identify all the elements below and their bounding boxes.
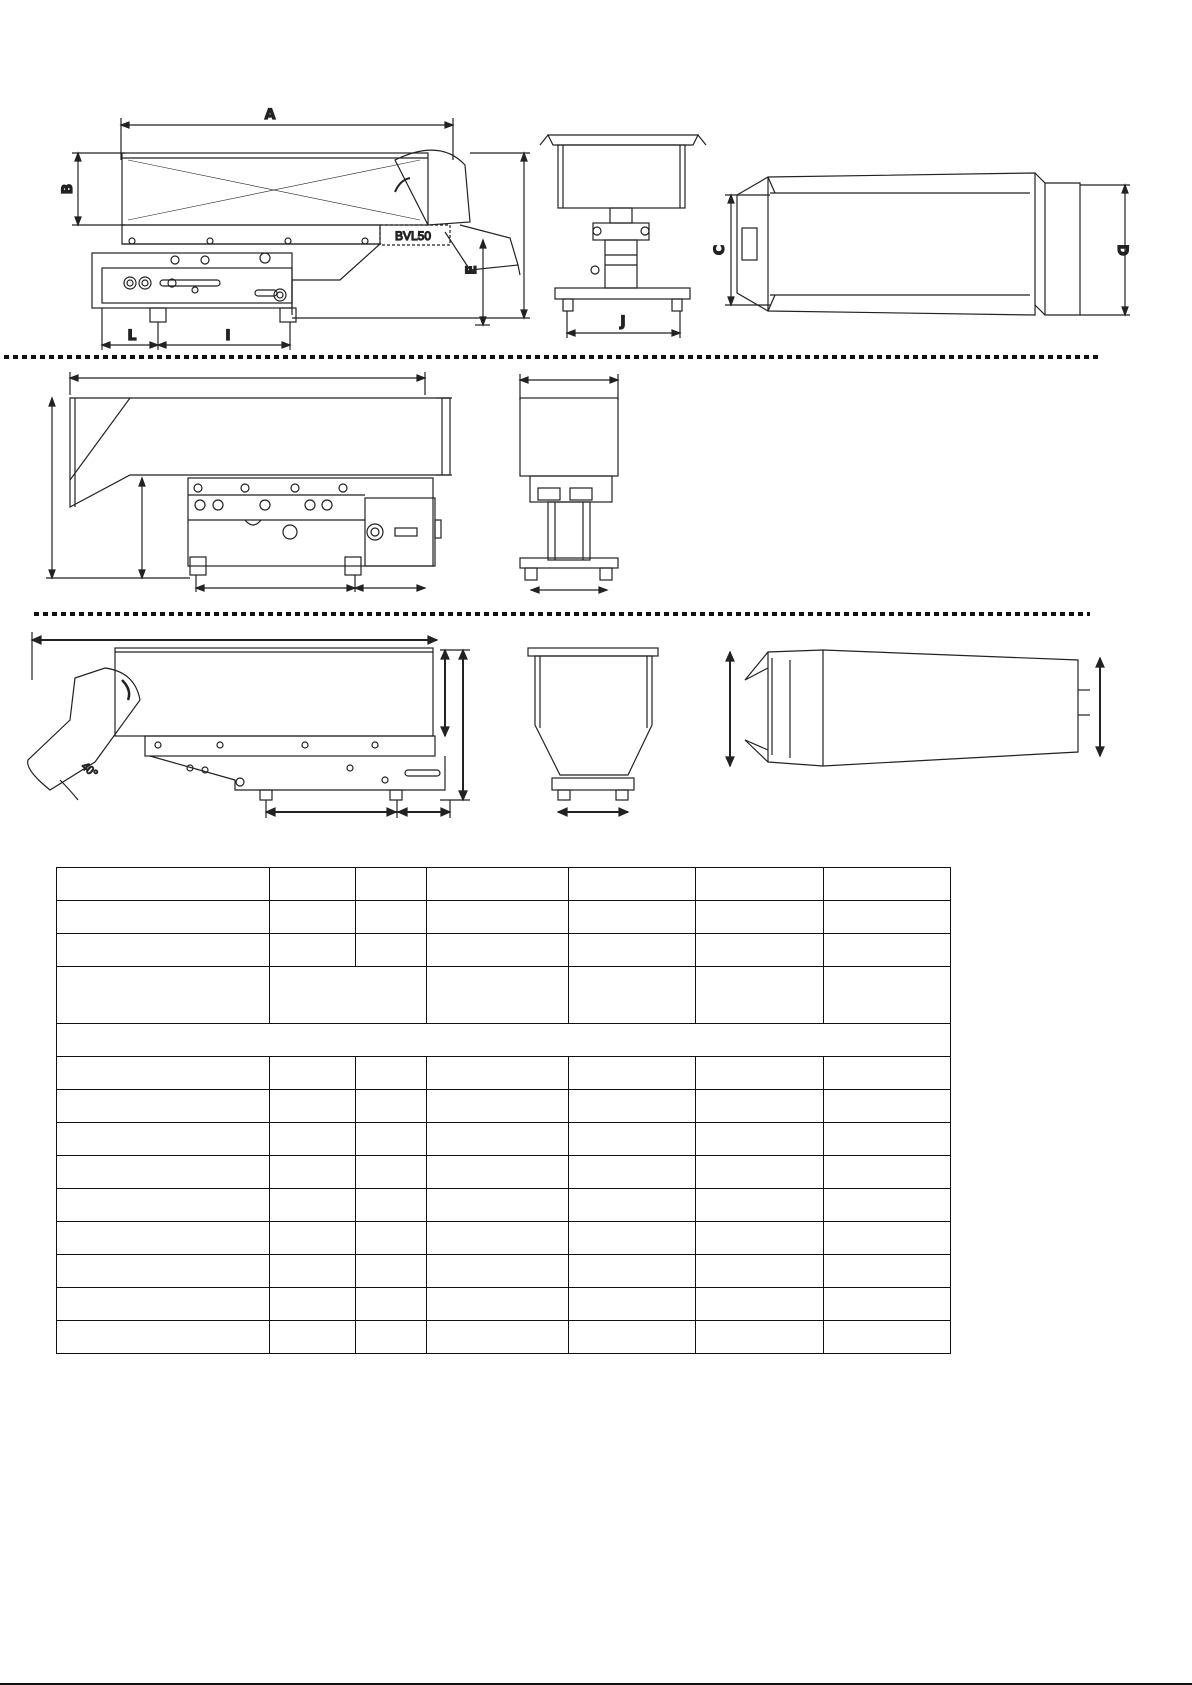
table-row bbox=[57, 1255, 951, 1288]
dim-label-c: C bbox=[712, 244, 728, 256]
model-tag: BVL50 bbox=[395, 229, 432, 243]
table-row bbox=[57, 1024, 951, 1057]
trough-body bbox=[115, 648, 433, 736]
hopper-outlet bbox=[395, 150, 470, 225]
table-row bbox=[57, 1156, 951, 1189]
table-row bbox=[57, 1189, 951, 1222]
row1-side-view bbox=[60, 107, 530, 350]
table-row bbox=[57, 1057, 951, 1090]
row3-top-view bbox=[726, 650, 1104, 766]
trough-body bbox=[122, 153, 428, 225]
row1-front-view bbox=[540, 135, 706, 338]
dim-label-j: J bbox=[620, 314, 626, 330]
dim-label-e: E bbox=[464, 265, 480, 275]
dim-label-b: B bbox=[60, 183, 76, 195]
row3-side-view bbox=[28, 632, 470, 818]
table-row bbox=[57, 1321, 951, 1354]
table-row bbox=[57, 868, 951, 901]
dim-label-d: D bbox=[1114, 244, 1130, 256]
dim-label-i: I bbox=[225, 328, 231, 344]
table-row bbox=[57, 901, 951, 934]
table-row bbox=[57, 967, 951, 1024]
row2-side-view bbox=[46, 372, 452, 592]
table-row bbox=[57, 1123, 951, 1156]
table-row bbox=[57, 1222, 951, 1255]
table-row bbox=[57, 1090, 951, 1123]
table-row bbox=[57, 1288, 951, 1321]
table-row bbox=[57, 934, 951, 967]
row1-top-view bbox=[712, 173, 1130, 315]
dim-label-l: L bbox=[127, 328, 137, 344]
spec-table bbox=[56, 867, 951, 1354]
row2-front-view bbox=[520, 374, 618, 593]
row3-front-view bbox=[528, 648, 658, 816]
drive-unit bbox=[188, 478, 433, 566]
angle-label: 40° bbox=[78, 758, 101, 781]
dim-label-a: A bbox=[264, 107, 276, 123]
